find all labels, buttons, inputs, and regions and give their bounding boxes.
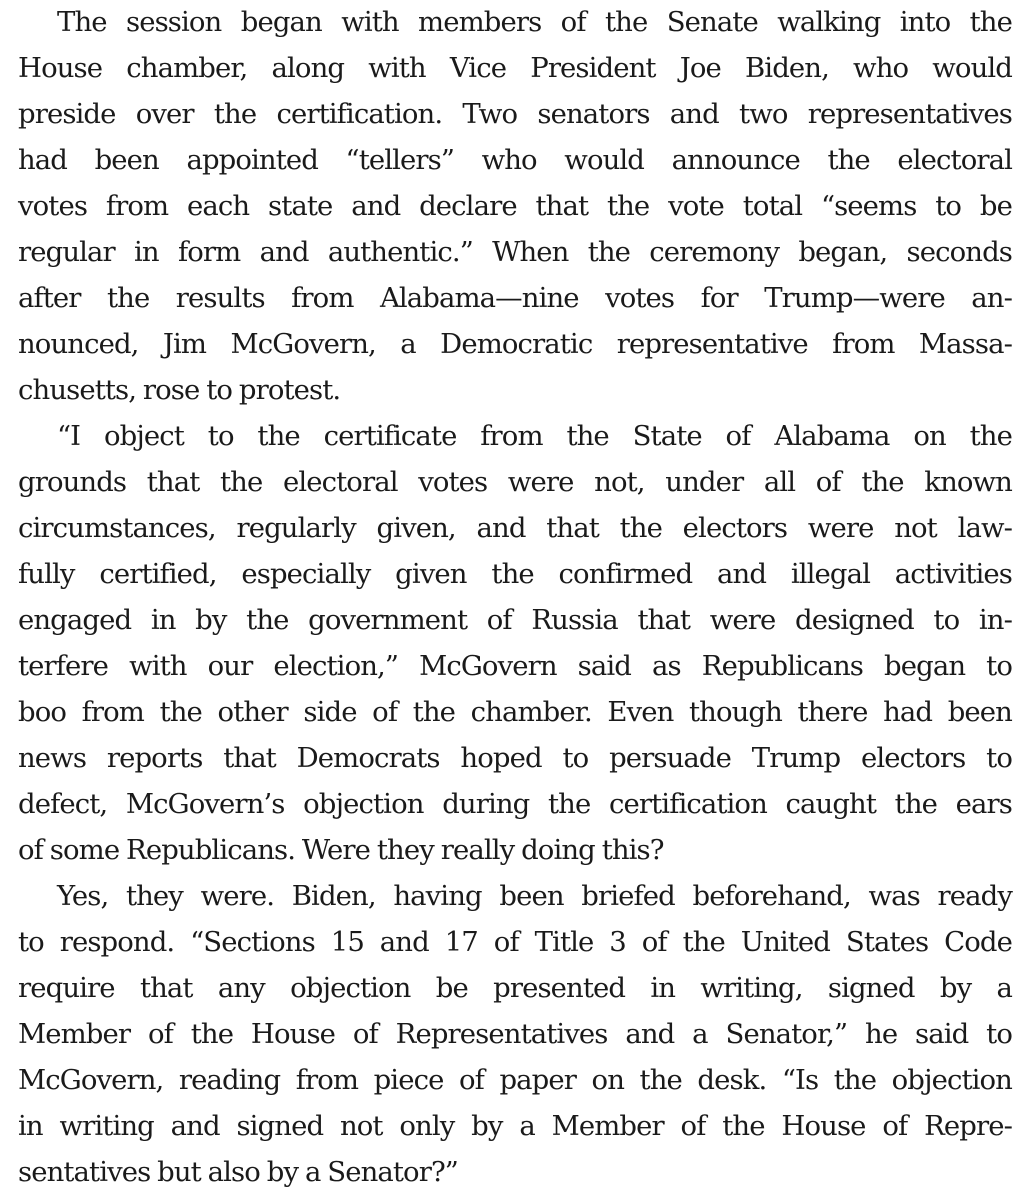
text-line: after the results from Alabama—nine votes for Trump—were an- — [18, 282, 1012, 314]
text-line: news reports that Democrats hoped to persuade Trump electors to — [18, 742, 1012, 774]
text-line: preside over the certification. Two senators and two representatives — [18, 98, 1012, 130]
text-line: in writing and signed not only by a Member of the House of Repre- — [18, 1110, 1012, 1142]
text-line: regular in form and authentic.” When the ceremony began, seconds — [18, 236, 1012, 268]
text-line: votes from each state and declare that the vote total “seems to be — [18, 190, 1012, 222]
text-line: terfere with our election,” McGovern said as Republicans began to — [18, 650, 1012, 682]
text-line: “I object to the certificate from the State of Alabama on the — [57, 420, 1012, 452]
text-line: defect, McGovern’s objection during the certification caught the ears — [18, 788, 1012, 820]
text-line: of some Republicans. Were they really doing this? — [18, 834, 664, 866]
text-line: boo from the other side of the chamber. Even though there had been — [18, 696, 1012, 728]
text-line: Yes, they were. Biden, having been briefed beforehand, was ready — [57, 880, 1012, 912]
text-line: Member of the House of Representatives and a Senator,” he said to — [18, 1018, 1012, 1050]
text-line: House chamber, along with Vice President Joe Biden, who would — [18, 52, 1012, 84]
text-line: fully certified, especially given the confirmed and illegal activities — [18, 558, 1012, 590]
text-line: grounds that the electoral votes were not, under all of the known — [18, 466, 1012, 498]
text-line: nounced, Jim McGovern, a Democratic representative from Massa- — [18, 328, 1012, 360]
text-line: had been appointed “tellers” who would announce the electoral — [18, 144, 1012, 176]
text-line: engaged in by the government of Russia that were designed to in- — [18, 604, 1012, 636]
text-line: sentatives but also by a Senator?” — [18, 1156, 458, 1188]
text-line: circumstances, regularly given, and that the electors were not law- — [18, 512, 1012, 544]
text-line: chusetts, rose to protest. — [18, 374, 341, 406]
text-line: The session began with members of the Senate walking into the — [57, 6, 1012, 38]
text-line: McGovern, reading from piece of paper on the desk. “Is the objection — [18, 1064, 1012, 1096]
text-line: require that any objection be presented in writing, signed by a — [18, 972, 1012, 1004]
text-line: to respond. “Sections 15 and 17 of Title 3 of the United States Code — [18, 926, 1012, 958]
